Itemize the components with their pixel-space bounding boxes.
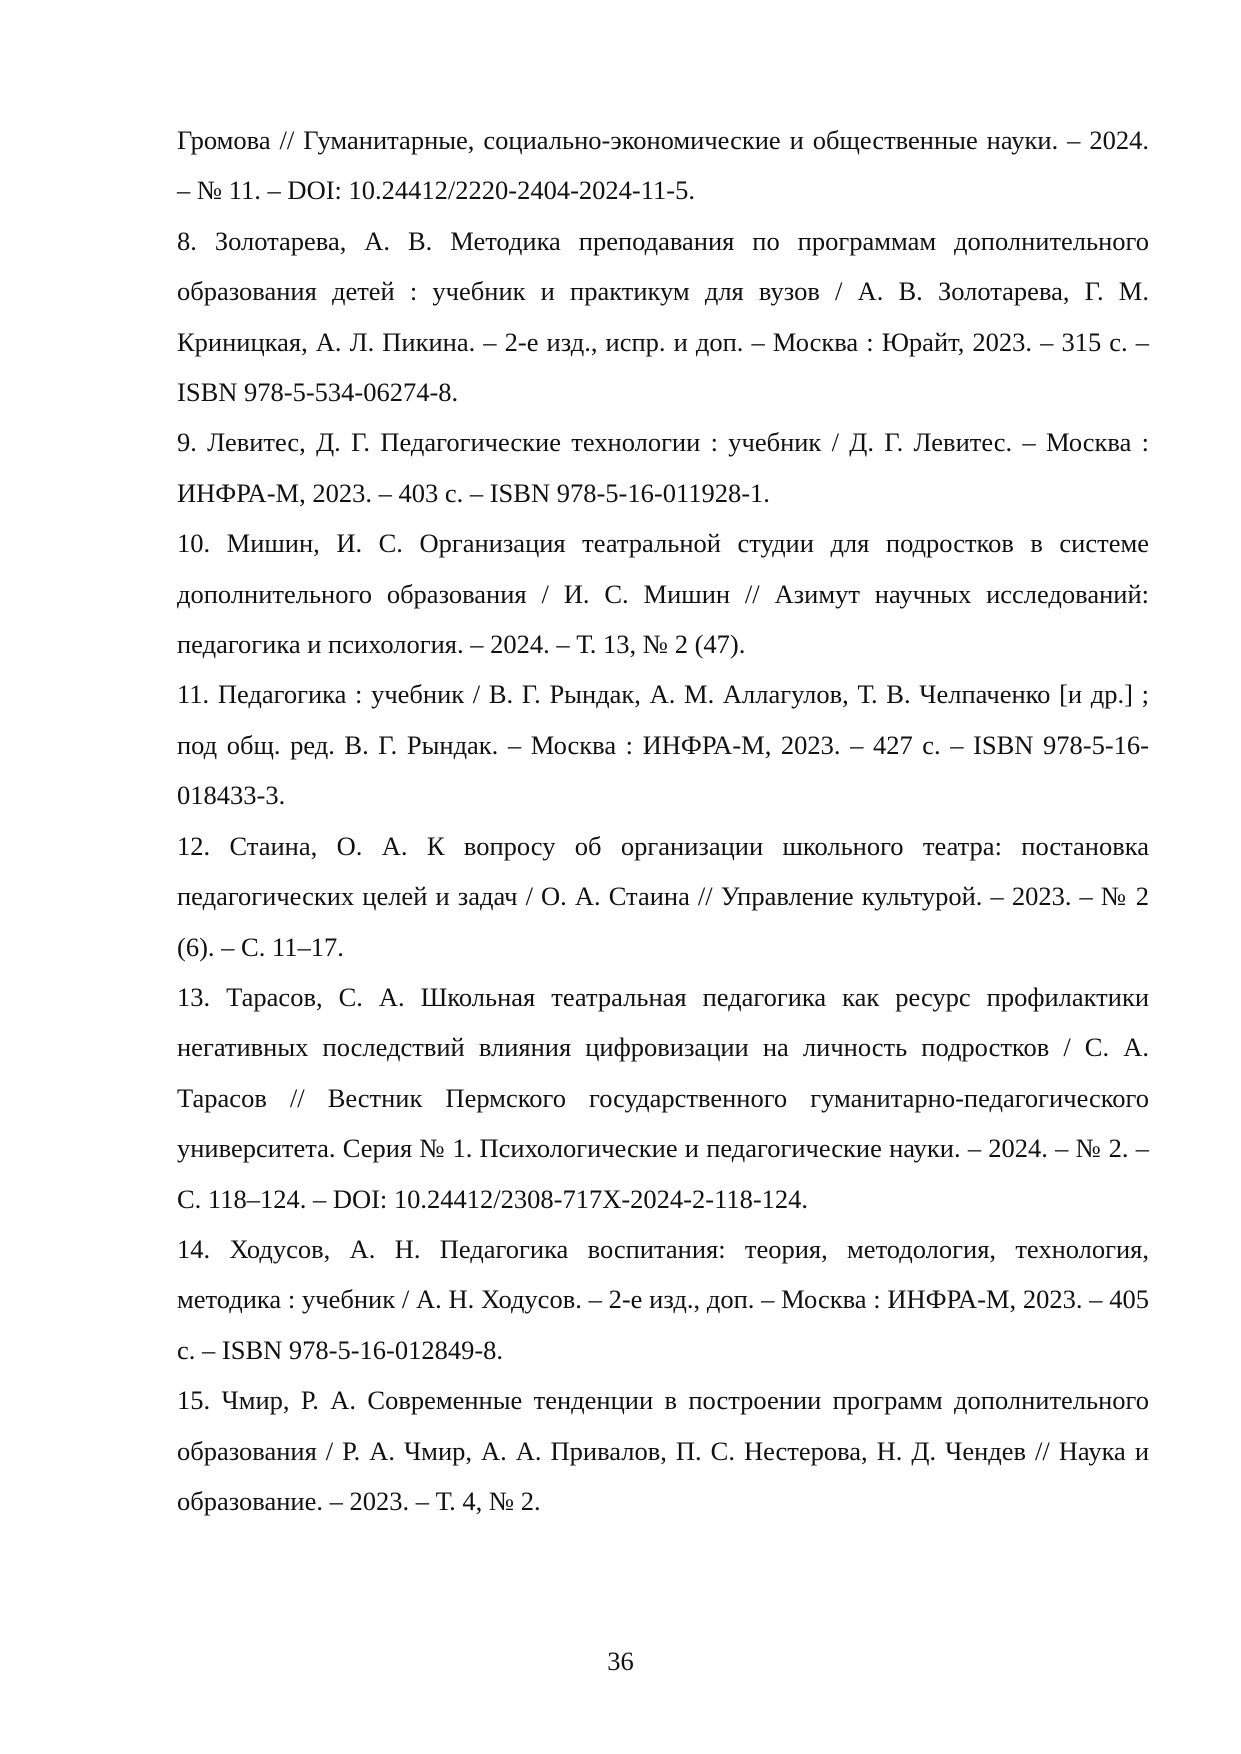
reference-item-10: 10. Мишин, И. С. Организация театральной студии для подростков в системе дополнительного образования / И. С. Мишин // Азимут научных исследований: педагогика и психология. – 2024. – Т. 13, № 2 (47). [177, 528, 1149, 660]
reference-list [177, 115, 1149, 1526]
page-number: 36 [607, 1646, 634, 1676]
reference-item-12: 12. Стаина, О. А. К вопросу об организации школьного театра: постановка педагогических целей и задач / О. А. Стаина // Управление культурой. – 2023. – № 2 (6). – С. 11–17. [177, 830, 1149, 962]
reference-item-8: 8. Золотарева, А. В. Методика преподавания по программам дополнительного образования детей : учебник и практикум для вузов / А. В. Золотарева, Г. М. Криницкая, А. Л. Пикина. – 2-е изд., испр. и доп. – Москва : Юрайт, 2023. – 315 с. – ISBN 978-5-534-06274-8. [177, 225, 1149, 408]
reference-item-14: 14. Ходусов, А. Н. Педагогика воспитания: теория, методология, технология, методика : учебник / А. Н. Ходусов. – 2-е изд., доп. – Москва : ИНФРА-М, 2023. – 405 с. – ISBN 978-5-16-012849-8. [177, 1233, 1149, 1365]
reference-item-9: 9. Левитес, Д. Г. Педагогические технологии : учебник / Д. Г. Левитес. – Москва : ИНФРА-М, 2023. – 403 с. – ISBN 978-5-16-011928-1. [177, 427, 1149, 508]
reference-item-7-continuation: Громова // Гуманитарные, социально-экономические и общественные науки. – 2024. – № 11. – DOI: 10.24412/2220-2404-2024-11-5. [177, 125, 1149, 206]
reference-item-11: 11. Педагогика : учебник / В. Г. Рындак, А. М. Аллагулов, Т. В. Челпаченко [и др.] ; под общ. ред. В. Г. Рындак. – Москва : ИНФРА-М, 2023. – 427 с. – ISBN 978-5-16-018433-3. [177, 679, 1149, 811]
reference-item-15: 15. Чмир, Р. А. Современные тенденции в построении программ дополнительного образования / Р. А. Чмир, А. А. Привалов, П. С. Нестерова, Н. Д. Чендев // Наука и образование. – 2023. – Т. 4, № 2. [177, 1385, 1149, 1516]
reference-item-13: 13. Тарасов, С. А. Школьная театральная педагогика как ресурс профилактики негативных последствий влияния цифровизации на личность подростков / С. А. Тарасов // Вестник Пермского государственного гуманитарно-педагогического университета. Серия № 1. Психологические и педагогические науки. – 2024. – № 2. – С. 118–124. – DOI: 10.24412/2308-717X-2024-2-118-124. [177, 981, 1149, 1214]
